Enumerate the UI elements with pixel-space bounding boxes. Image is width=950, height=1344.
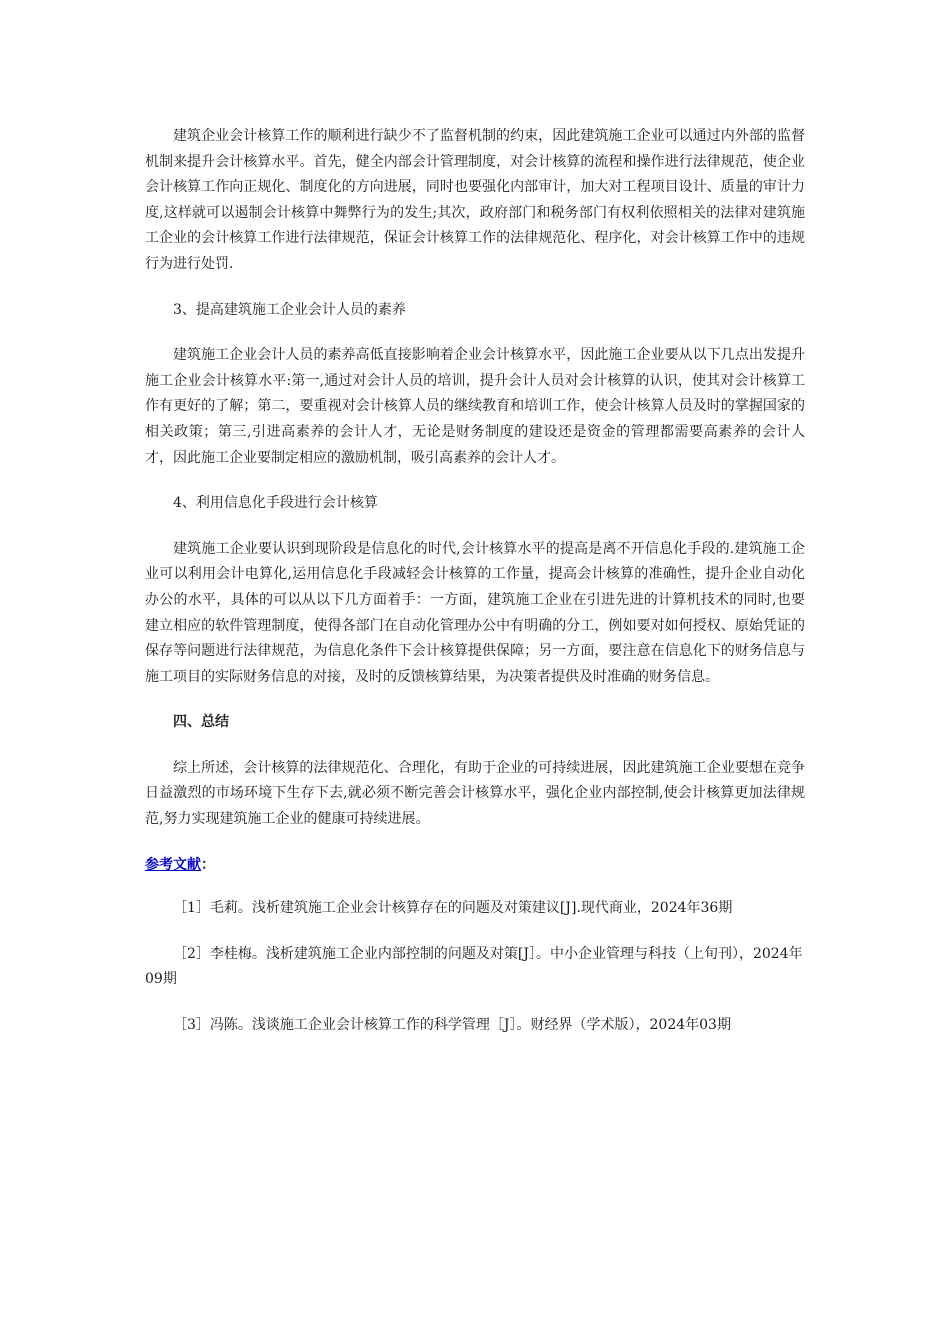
references-title — [145, 853, 805, 879]
document-page — [145, 124, 805, 1059]
section-heading-summary: 四、总结 — [173, 714, 229, 731]
paragraph-accountant-quality: 建筑施工企业会计人员的素养高低直接影响着企业会计核算水平，因此施工企业要从以下几点出发提升施工企业会计核算水平:第一,通过对会计人员的培训，提升会计人员对会计核算的认识，使其对会计核算工作有更好的了解；第二，要重视对会计核算人员的继续教育和培训工作，使会计核算人员及时的掌握国家的相关政策；第三,引进高素养的会计人才，无论是财务制度的建设还是资金的管理都需要高素养的会计人才，因此施工企业要制定相应的激励机制，吸引高素养的会计人才。 — [145, 347, 805, 466]
reference-item-3: ［3］冯陈。浅谈施工企业会计核算工作的科学管理［J］。财经界（学术版），2024年03期 — [173, 1017, 731, 1034]
paragraph-informatization: 建筑施工企业要认识到现阶段是信息化的时代,会计核算水平的提高是离不开信息化手段的.建筑施工企业可以利用会计电算化,运用信息化手段减轻会计核算的工作量，提高会计核算的准确性，提升企业自动化办公的水平，具体的可以从以下几方面着手：一方面，建筑施工企业在引进先进的计算机技术的同时,也要建立相应的软件管理制度，使得各部门在自动化管理办公中有明确的分工，例如要对如何授权、原始凭证的保存等问题进行法律规范，为信息化条件下会计核算提供保障；另一方面，要注意在信息化下的财务信息与施工项目的实际财务信息的对接，及时的反馈核算结果，为决策者提供及时准确的财务信息。 — [145, 540, 805, 685]
section-heading-3: 3、提高建筑施工企业会计人员的素养 — [173, 301, 406, 318]
section-heading-4: 4、利用信息化手段进行会计核算 — [173, 495, 378, 512]
references-link[interactable]: 参考文献 — [145, 856, 201, 873]
paragraph-summary: 综上所述，会计核算的法律规范化、合理化，有助于企业的可持续进展，因此建筑施工企业要想在竞争日益激烈的市场环境下生存下去,就必须不断完善会计核算水平，强化企业内部控制,使会计核算更加法律规范,努力实现建筑施工企业的健康可持续进展。 — [145, 759, 805, 828]
reference-item-2: ［2］李桂梅。浅析建筑施工企业内部控制的问题及对策[J］。中小企业管理与科技（上旬刊），2024年09期 — [145, 945, 803, 988]
paragraph-supervision: 建筑企业会计核算工作的顺利进行缺少不了监督机制的约束，因此建筑施工企业可以通过内外部的监督机制来提升会计核算水平。首先，健全内部会计管理制度，对会计核算的流程和操作进行法律规范，使企业会计核算工作向正规化、制度化的方向进展，同时也要强化内部审计，加大对工程项目设计、质量的审计力度,这样就可以遏制会计核算中舞弊行为的发生;其次，政府部门和税务部门有权利依照相关的法律对建筑施工企业的会计核算工作进行法律规范，保证会计核算工作的法律规范化、程序化，对会计核算工作中的违规行为进行处罚. — [145, 128, 805, 272]
reference-item-1: ［1］毛莉。浅析建筑施工企业会计核算存在的问题及对策建议[J].现代商业，2024年36期 — [173, 900, 733, 917]
references-colon: ： — [201, 856, 215, 873]
